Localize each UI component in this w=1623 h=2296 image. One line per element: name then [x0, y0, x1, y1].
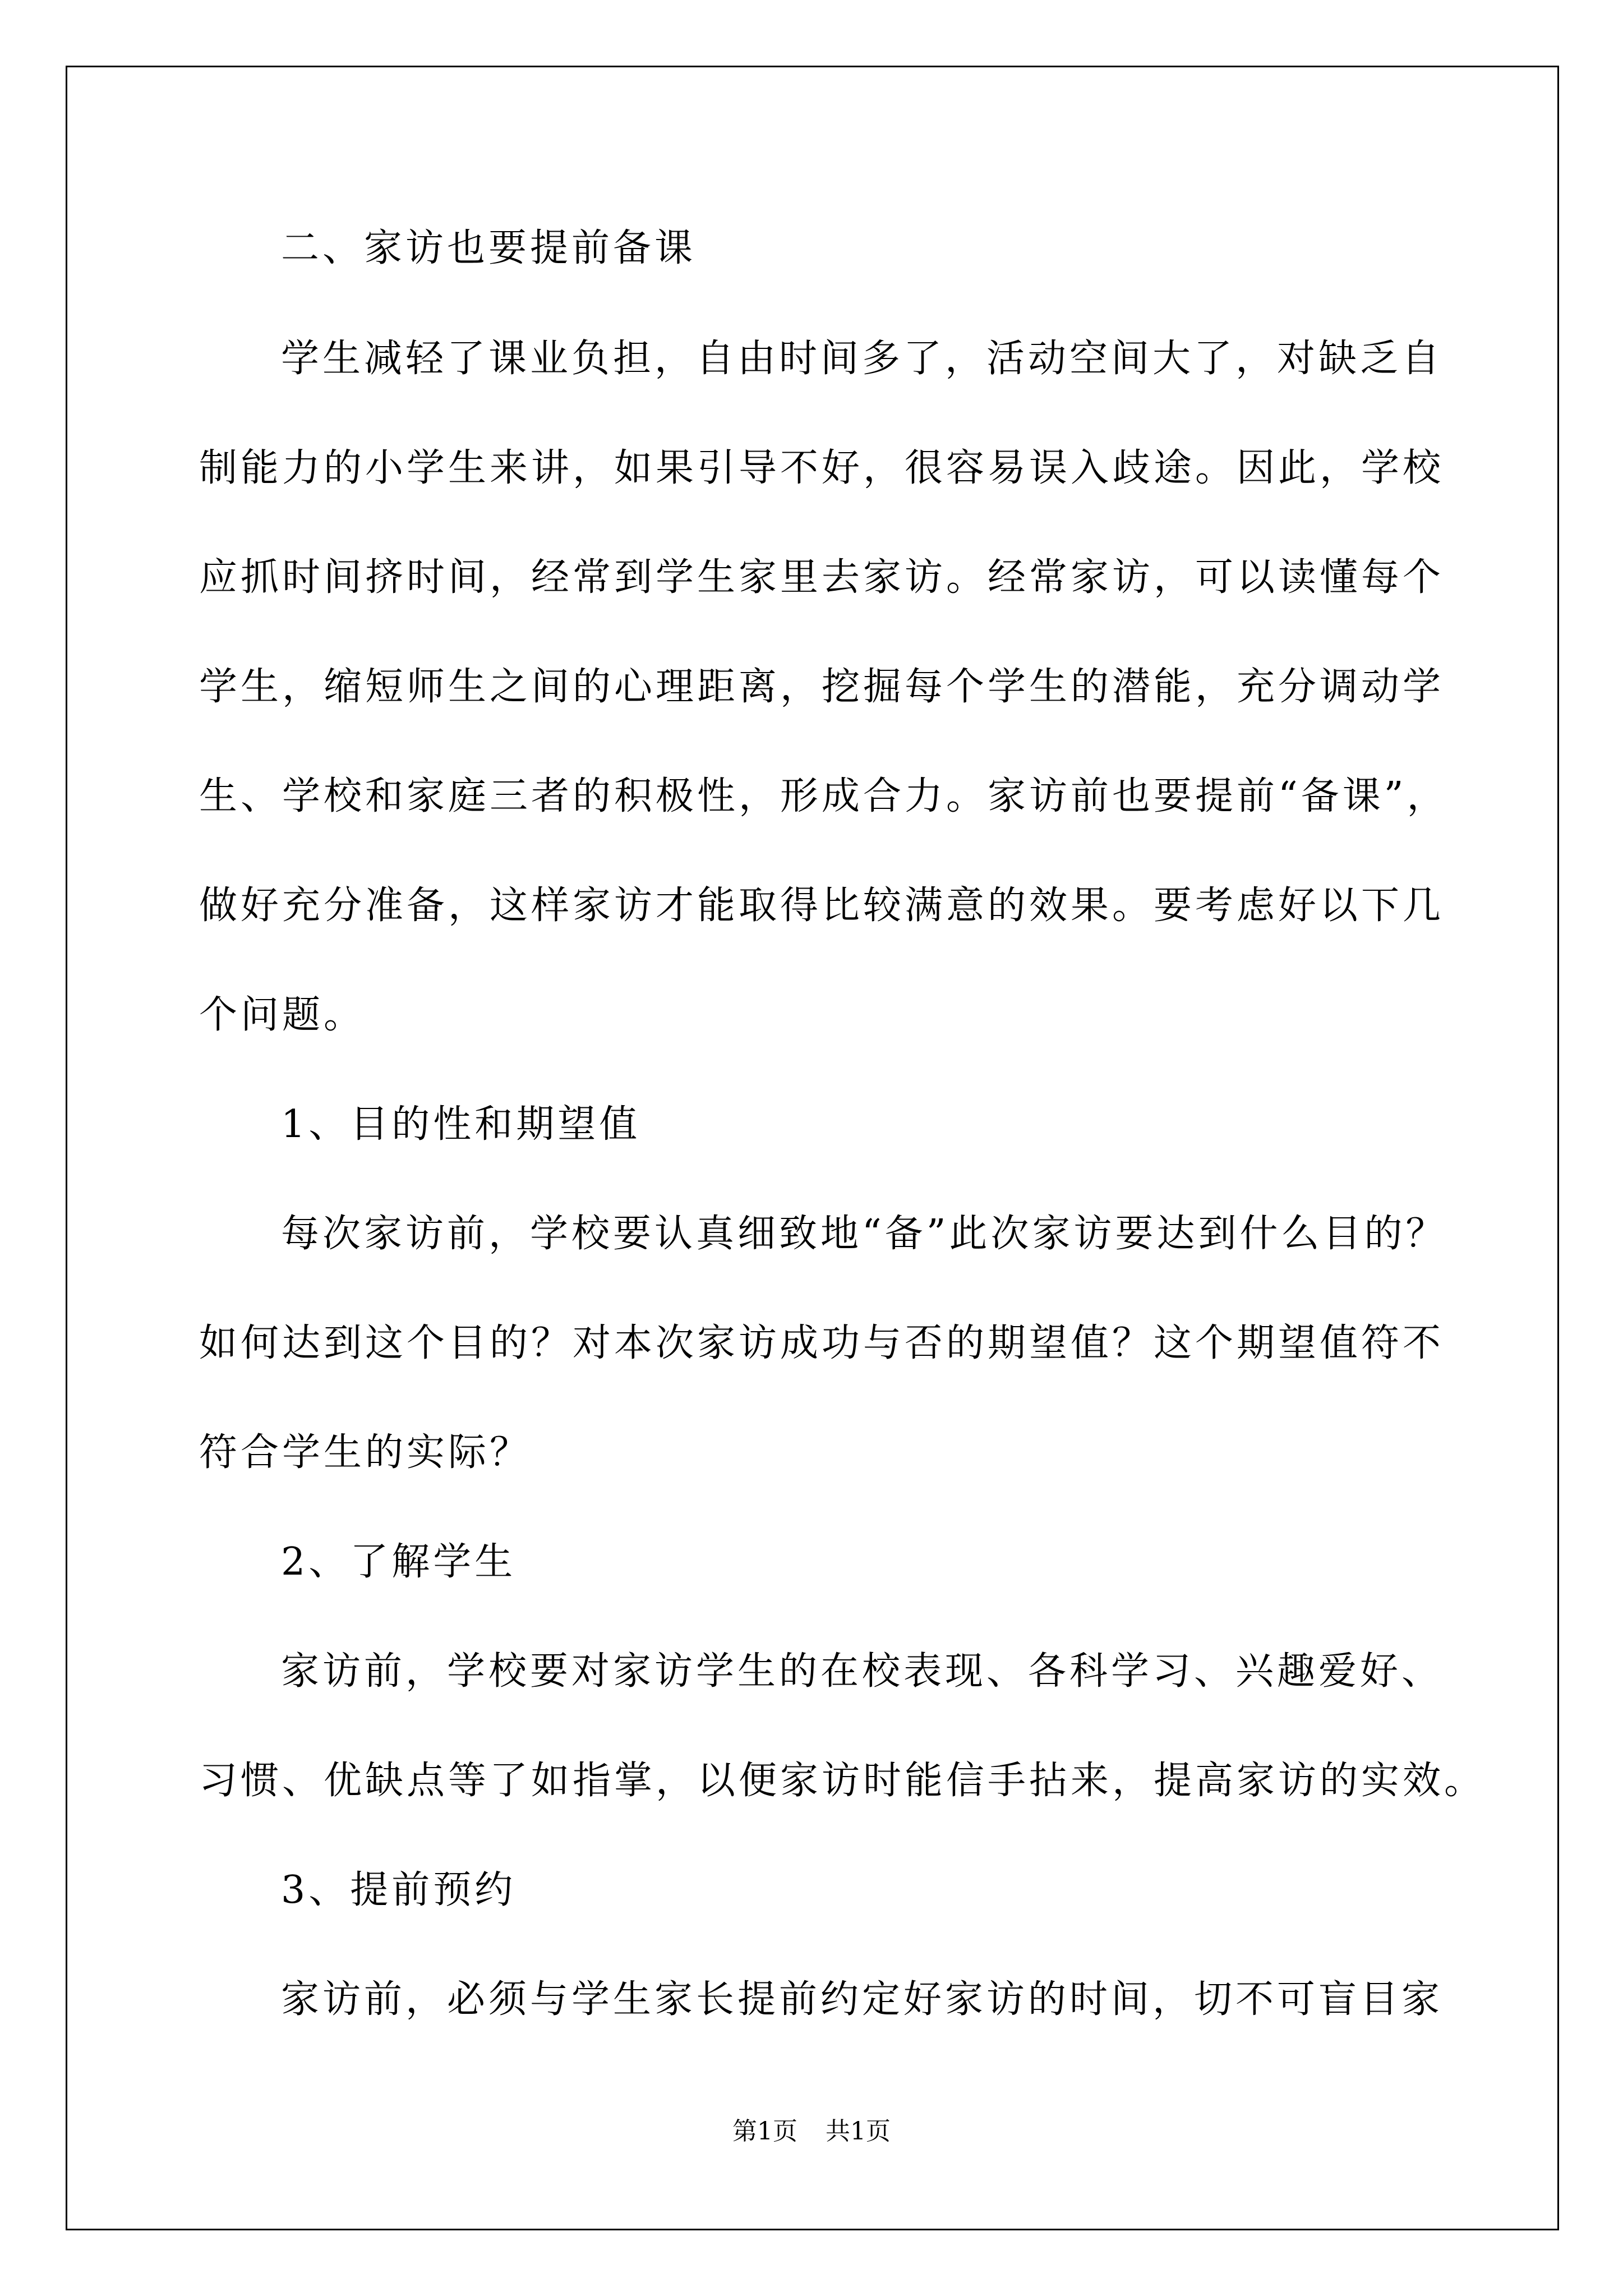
paragraph-line: 学生减轻了课业负担，自由时间多了，活动空间大了，对缺乏自 [281, 337, 1444, 381]
paragraph-line: 个问题。 [199, 993, 366, 1037]
subheading: 3、提前预约 [281, 1868, 517, 1912]
subheading: 1、目的性和期望值 [281, 1102, 641, 1147]
paragraph-line: 家访前，必须与学生家长提前约定好家访的时间，切不可盲目家 [281, 1977, 1444, 2022]
page-number: 第1页 [732, 2117, 797, 2146]
subheading: 2、了解学生 [281, 1540, 517, 1584]
paragraph-line: 如何达到这个目的？对本次家访成功与否的期望值？这个期望值符不 [199, 1321, 1445, 1365]
paragraph-line: 生、学校和家庭三者的积极性，形成合力。家访前也要提前“备课”， [199, 774, 1449, 818]
page-footer [0, 2115, 1623, 2148]
paragraph-line: 学生，缩短师生之间的心理距离，挖掘每个学生的潜能，充分调动学 [199, 665, 1445, 709]
page-total: 共1页 [826, 2117, 891, 2146]
paragraph-line: 习惯、优缺点等了如指掌，以便家访时能信手拈来，提高家访的实效。 [199, 1759, 1486, 1803]
paragraph-line: 符合学生的实际？ [199, 1430, 532, 1475]
section-heading: 二、家访也要提前备课 [281, 226, 697, 270]
paragraph-line: 每次家访前，学校要认真细致地“备”此次家访要达到什么目的？ [281, 1212, 1447, 1256]
paragraph-line: 家访前，学校要对家访学生的在校表现、各科学习、兴趣爱好、 [281, 1649, 1444, 1694]
paragraph-line: 做好充分准备，这样家访才能取得比较满意的效果。要考虑好以下几 [199, 884, 1445, 928]
paragraph-line: 应抓时间挤时间，经常到学生家里去家访。经常家访，可以读懂每个 [199, 555, 1445, 600]
paragraph-line: 制能力的小学生来讲，如果引导不好，很容易误入歧途。因此，学校 [199, 446, 1445, 490]
